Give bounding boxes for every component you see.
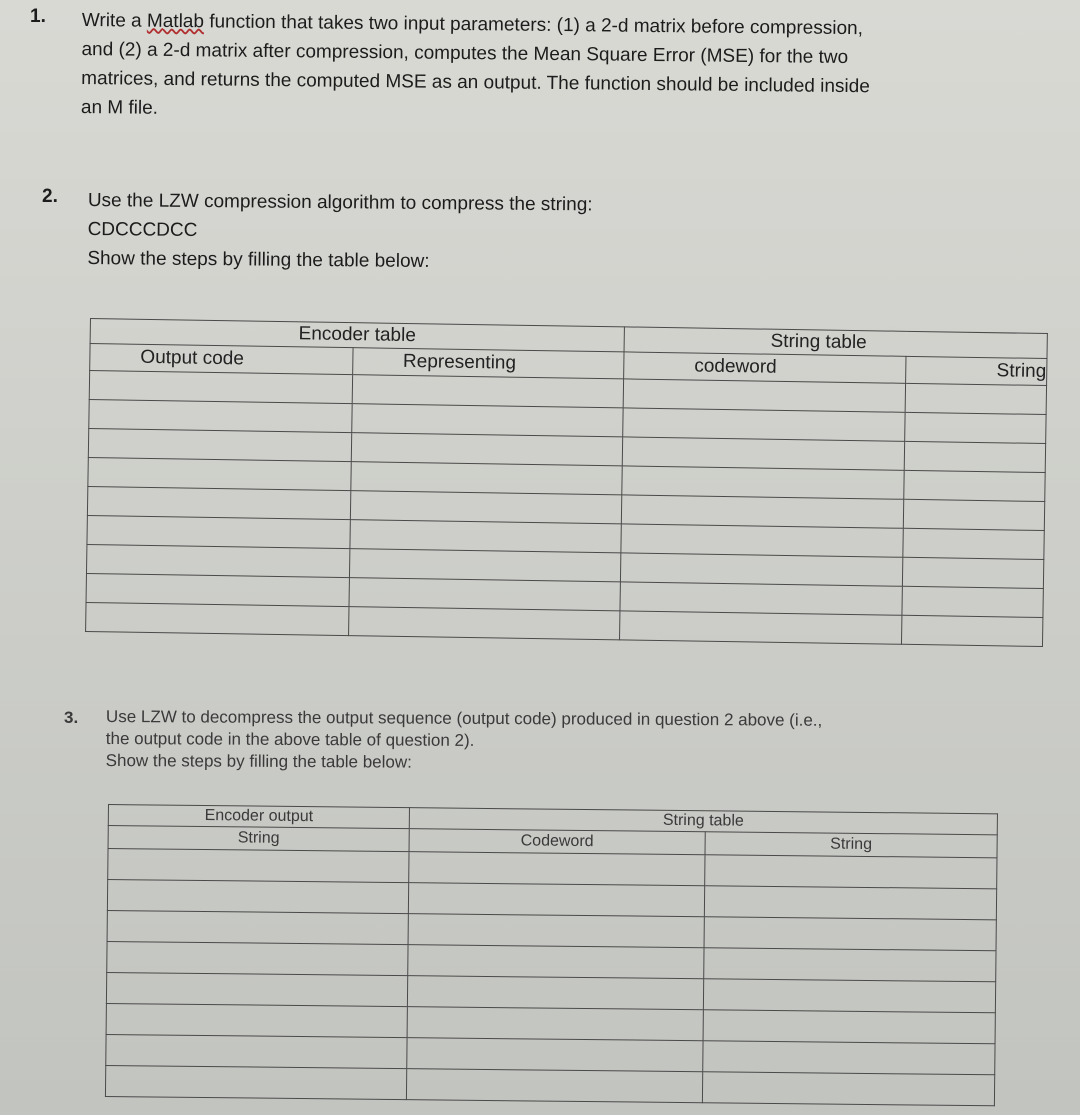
decoder-table-cell[interactable] bbox=[107, 941, 408, 975]
encoder-table-cell[interactable] bbox=[904, 470, 1045, 501]
encoder-table-cell[interactable] bbox=[622, 437, 905, 470]
column-header-output-code: Output code bbox=[90, 344, 353, 375]
encoder-table-cell[interactable] bbox=[621, 495, 904, 528]
question-2-line-3: Show the steps by filling the table below: bbox=[87, 247, 430, 272]
decoder-table-cell[interactable] bbox=[704, 948, 996, 982]
encoder-table-body bbox=[86, 371, 1047, 647]
encoder-table-cell[interactable] bbox=[903, 557, 1044, 588]
encoder-table-cell[interactable] bbox=[89, 399, 352, 432]
decoder-table-cell[interactable] bbox=[408, 945, 704, 979]
decoder-table-cell[interactable] bbox=[107, 910, 408, 944]
encoder-table-cell[interactable] bbox=[619, 611, 902, 644]
question-1-text bbox=[81, 6, 1062, 132]
encoder-table-cell[interactable] bbox=[89, 371, 352, 404]
encoder-table-cell[interactable] bbox=[351, 433, 623, 466]
encoder-table-cell[interactable] bbox=[349, 549, 621, 582]
decoder-table-cell[interactable] bbox=[105, 1065, 406, 1099]
encoder-table-cell[interactable] bbox=[87, 515, 350, 548]
question-2-number: 2. bbox=[42, 186, 58, 207]
encoder-table-cell[interactable] bbox=[86, 573, 349, 606]
decoder-table-cell[interactable] bbox=[106, 1003, 407, 1037]
question-3-line-1: Use LZW to decompress the output sequence (output code) produced in question 2 above (i.e., bbox=[105, 707, 823, 730]
encoder-table-cell[interactable] bbox=[350, 520, 622, 553]
encoder-table-cell[interactable] bbox=[350, 491, 622, 524]
question-2-line-1: Use the LZW compression algorithm to compress the string: bbox=[87, 189, 593, 216]
question-2-string: CDCCCDCC bbox=[87, 218, 198, 241]
question-3-text bbox=[106, 706, 1026, 777]
decoder-table-cell[interactable] bbox=[702, 1072, 994, 1106]
encoder-table-cell[interactable] bbox=[902, 615, 1043, 646]
question-3-line-3: Show the steps by filling the table below: bbox=[105, 750, 412, 772]
column-header-representing: Representing bbox=[352, 348, 624, 379]
encoder-table-cell[interactable] bbox=[620, 553, 903, 586]
decoder-table-cell[interactable] bbox=[704, 886, 996, 920]
decoder-table-cell[interactable] bbox=[108, 849, 409, 883]
encoder-table-cell[interactable] bbox=[902, 586, 1043, 617]
decoder-table-cell[interactable] bbox=[106, 972, 407, 1006]
decoder-table-cell[interactable] bbox=[703, 1010, 995, 1044]
decoder-table-cell[interactable] bbox=[407, 1038, 703, 1072]
encoder-table-cell[interactable] bbox=[348, 607, 620, 640]
encoder-table-cell[interactable] bbox=[621, 524, 904, 557]
decoder-table bbox=[105, 804, 998, 1106]
decoder-table-cell[interactable] bbox=[407, 1007, 703, 1041]
question-1-line-3: matrices, and returns the computed MSE as an output. The function should be included inside bbox=[81, 67, 870, 98]
decoder-table-body bbox=[105, 849, 997, 1106]
decoder-table-cell[interactable] bbox=[703, 979, 995, 1013]
encoder-table-cell[interactable] bbox=[351, 404, 623, 437]
decoder-table-cell[interactable] bbox=[703, 1041, 995, 1075]
encoder-output-group-header: Encoder output bbox=[108, 805, 409, 829]
encoder-table-cell[interactable] bbox=[88, 428, 351, 461]
decoder-table-cell[interactable] bbox=[409, 852, 705, 886]
question-1-number: 1. bbox=[30, 6, 46, 27]
encoder-table-cell[interactable] bbox=[623, 408, 906, 441]
string-table-group-header: String table bbox=[624, 327, 1047, 359]
question-3-number: 3. bbox=[64, 708, 79, 727]
decoder-table-cell[interactable] bbox=[705, 855, 997, 889]
encoder-table-group-header: Encoder table bbox=[90, 319, 624, 352]
decoder-table-cell[interactable] bbox=[106, 1034, 407, 1068]
encoder-table-cell[interactable] bbox=[349, 578, 621, 611]
encoder-table-cell[interactable] bbox=[905, 412, 1046, 443]
column-header-decoder-string-table: String bbox=[705, 832, 997, 858]
decoder-table-cell[interactable] bbox=[408, 914, 704, 948]
question-3-line-2: the output code in the above table of question 2). bbox=[105, 728, 475, 750]
decoder-table-cell[interactable] bbox=[406, 1069, 702, 1103]
decoder-table-cell[interactable] bbox=[407, 976, 703, 1010]
encoder-table-cell[interactable] bbox=[620, 582, 903, 615]
question-1-line-4: an M file. bbox=[80, 96, 159, 119]
encoder-table-cell[interactable] bbox=[350, 462, 622, 495]
column-header-string: String bbox=[906, 356, 1047, 385]
decoder-table-cell[interactable] bbox=[408, 883, 704, 917]
encoder-table-cell[interactable] bbox=[88, 457, 351, 490]
column-header-codeword: codeword bbox=[624, 352, 907, 383]
decoder-string-table-group-header: String table bbox=[409, 808, 997, 835]
encoder-table bbox=[85, 318, 1048, 647]
decoder-table-cell[interactable] bbox=[704, 917, 996, 951]
encoder-table-cell[interactable] bbox=[86, 602, 349, 635]
matlab-word: Matlab bbox=[146, 10, 205, 33]
encoder-table-cell[interactable] bbox=[904, 499, 1045, 530]
encoder-table-cell[interactable] bbox=[905, 441, 1046, 472]
question-1-line-1: Write a Matlab function that takes two input parameters: (1) a 2-d matrix before compression, bbox=[81, 9, 864, 40]
question-2-text bbox=[87, 186, 988, 281]
encoder-table-cell[interactable] bbox=[905, 383, 1046, 414]
question-1-line-2: and (2) a 2-d matrix after compression, computes the Mean Square Error (MSE) for the two bbox=[81, 38, 849, 69]
column-header-decoder-string: String bbox=[108, 826, 409, 852]
encoder-table-cell[interactable] bbox=[87, 486, 350, 519]
encoder-table-cell[interactable] bbox=[623, 379, 906, 412]
decoder-table-cell[interactable] bbox=[107, 880, 408, 914]
encoder-table-cell[interactable] bbox=[622, 466, 905, 499]
column-header-decoder-codeword: Codeword bbox=[409, 829, 705, 855]
encoder-table-cell[interactable] bbox=[86, 544, 349, 577]
encoder-table-cell[interactable] bbox=[352, 375, 624, 408]
encoder-table-cell[interactable] bbox=[903, 528, 1044, 559]
